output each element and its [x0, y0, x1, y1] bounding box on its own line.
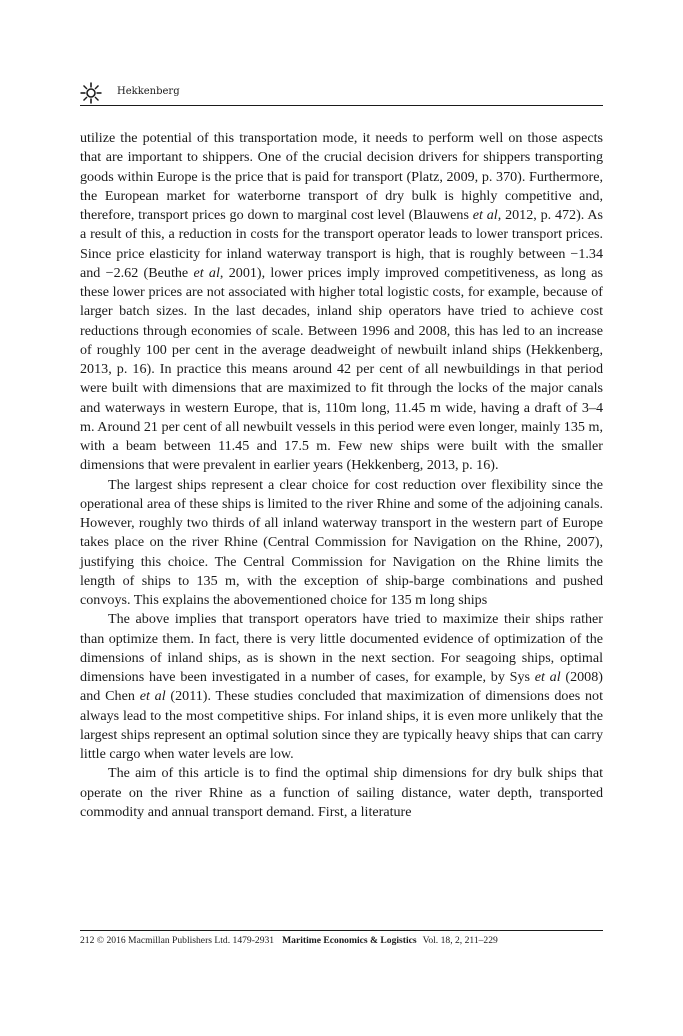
footer-journal-title: Maritime Economics & Logistics [282, 935, 417, 946]
italic-run: et al [193, 264, 220, 281]
text-run: , 2012, p. 472). As a result of this, a reduction in costs for the transport operator leads to lower transport prices. Since price elasticity for inland waterway transport is high, that is roughly between −1.34 and −2.62 (Beuthe [80, 207, 604, 281]
text-run: utilize the potential of this transportation mode, it needs to perform well on those aspects that are important to shippers. One of the crucial decision drivers for shippers transporting goods within Europe is the price that is paid for transport (Platz, 2009, p. 370). Furthermore, the European market for waterborne transport of dry bulk is highly competitive and, therefore, transport prices go down to marginal cost level (Blauwens [80, 130, 603, 223]
italic-run: et al [472, 207, 498, 223]
running-footer [80, 935, 603, 946]
paragraph [80, 764, 603, 822]
header-divider [80, 105, 603, 106]
article-body [80, 129, 603, 822]
paragraph [80, 610, 603, 764]
footer-divider [80, 930, 603, 931]
footer-volume: Vol. 18, 2, 211–229 [422, 935, 498, 946]
text-run: (2011). These studies concluded that maximization of dimensions does not always lead to the most competitive ships. For inland ships, it is even more unlikely that the largest ships represent an optimal solution since they are typically heavy ships that can carry little cargo when water levels are low. [80, 688, 603, 762]
text-run: The above implies that transport operators have tried to maximize their ships rather than optimize them. In fact, there is very little documented evidence of optimization of the dimensions of inland ships, as is shown in the next section. For seagoing ships, optimal dimensions have been investigated in a number of cases, for example, by Sys [80, 611, 603, 685]
text-run: (2008) and Chen [80, 669, 603, 705]
text-run: The largest ships represent a clear choice for cost reduction over flexibility since the operational area of these ships is limited to the river Rhine and some of the adjoining canals. However, roughly two thirds of all inland waterway transport in the western part of Europe takes place on the river Rhine (Central Commission for Navigation on the Rhine, 2007), justifying this choice. The Central Commission for Navigation on the Rhine limits the length of ships to 135 m, with the exception of ship-barge combinations and pushed convoys. This explains the abovementioned choice for 135 m long ships [80, 476, 603, 608]
text-run: , 2001), lower prices imply improved competitiveness, as long as these lower prices are not associated with higher total logistic costs, for example, because of larger batch sizes. In the last decades, inland ship operators have tried to achieve cost reductions through economies of scale. Between 1996 and 2008, this has led to an increase of roughly 100 per cent in the average deadweight of newbuilt inland ships (Hekkenberg, 2013, p. 16). In practice this means around 42 per cent of all newbuildings in that period were built with dimensions that are maximized to fit through the locks of the major canals and waterways in western Europe, that is, 110m long, 11.45 m wide, having a draft of 3–4 m. Around 21 per cent of all newbuilt vessels in this period were even longer, mainly 135 m, with a beam between 11.45 and 17.5 m. Few new ships were built with the smaller dimensions that were prevalent in earlier years (Hekkenberg, 2013, p. 16). [80, 264, 603, 474]
footer-page-info: 212 © 2016 Macmillan Publishers Ltd. 1479-2931 [80, 935, 275, 946]
text-run: The aim of this article is to find the optimal ship dimensions for dry bulk ships that operate on the river Rhine as a function of sailing distance, water depth, transported commodity and annual transport demand. First, a literature [80, 765, 603, 820]
paragraph [80, 129, 603, 476]
running-header-author: Hekkenberg [117, 86, 180, 97]
paragraph [80, 476, 603, 611]
journal-logo-icon [80, 82, 102, 104]
italic-run: et al [139, 688, 166, 705]
italic-run: et al [534, 669, 561, 685]
running-header [80, 80, 603, 104]
